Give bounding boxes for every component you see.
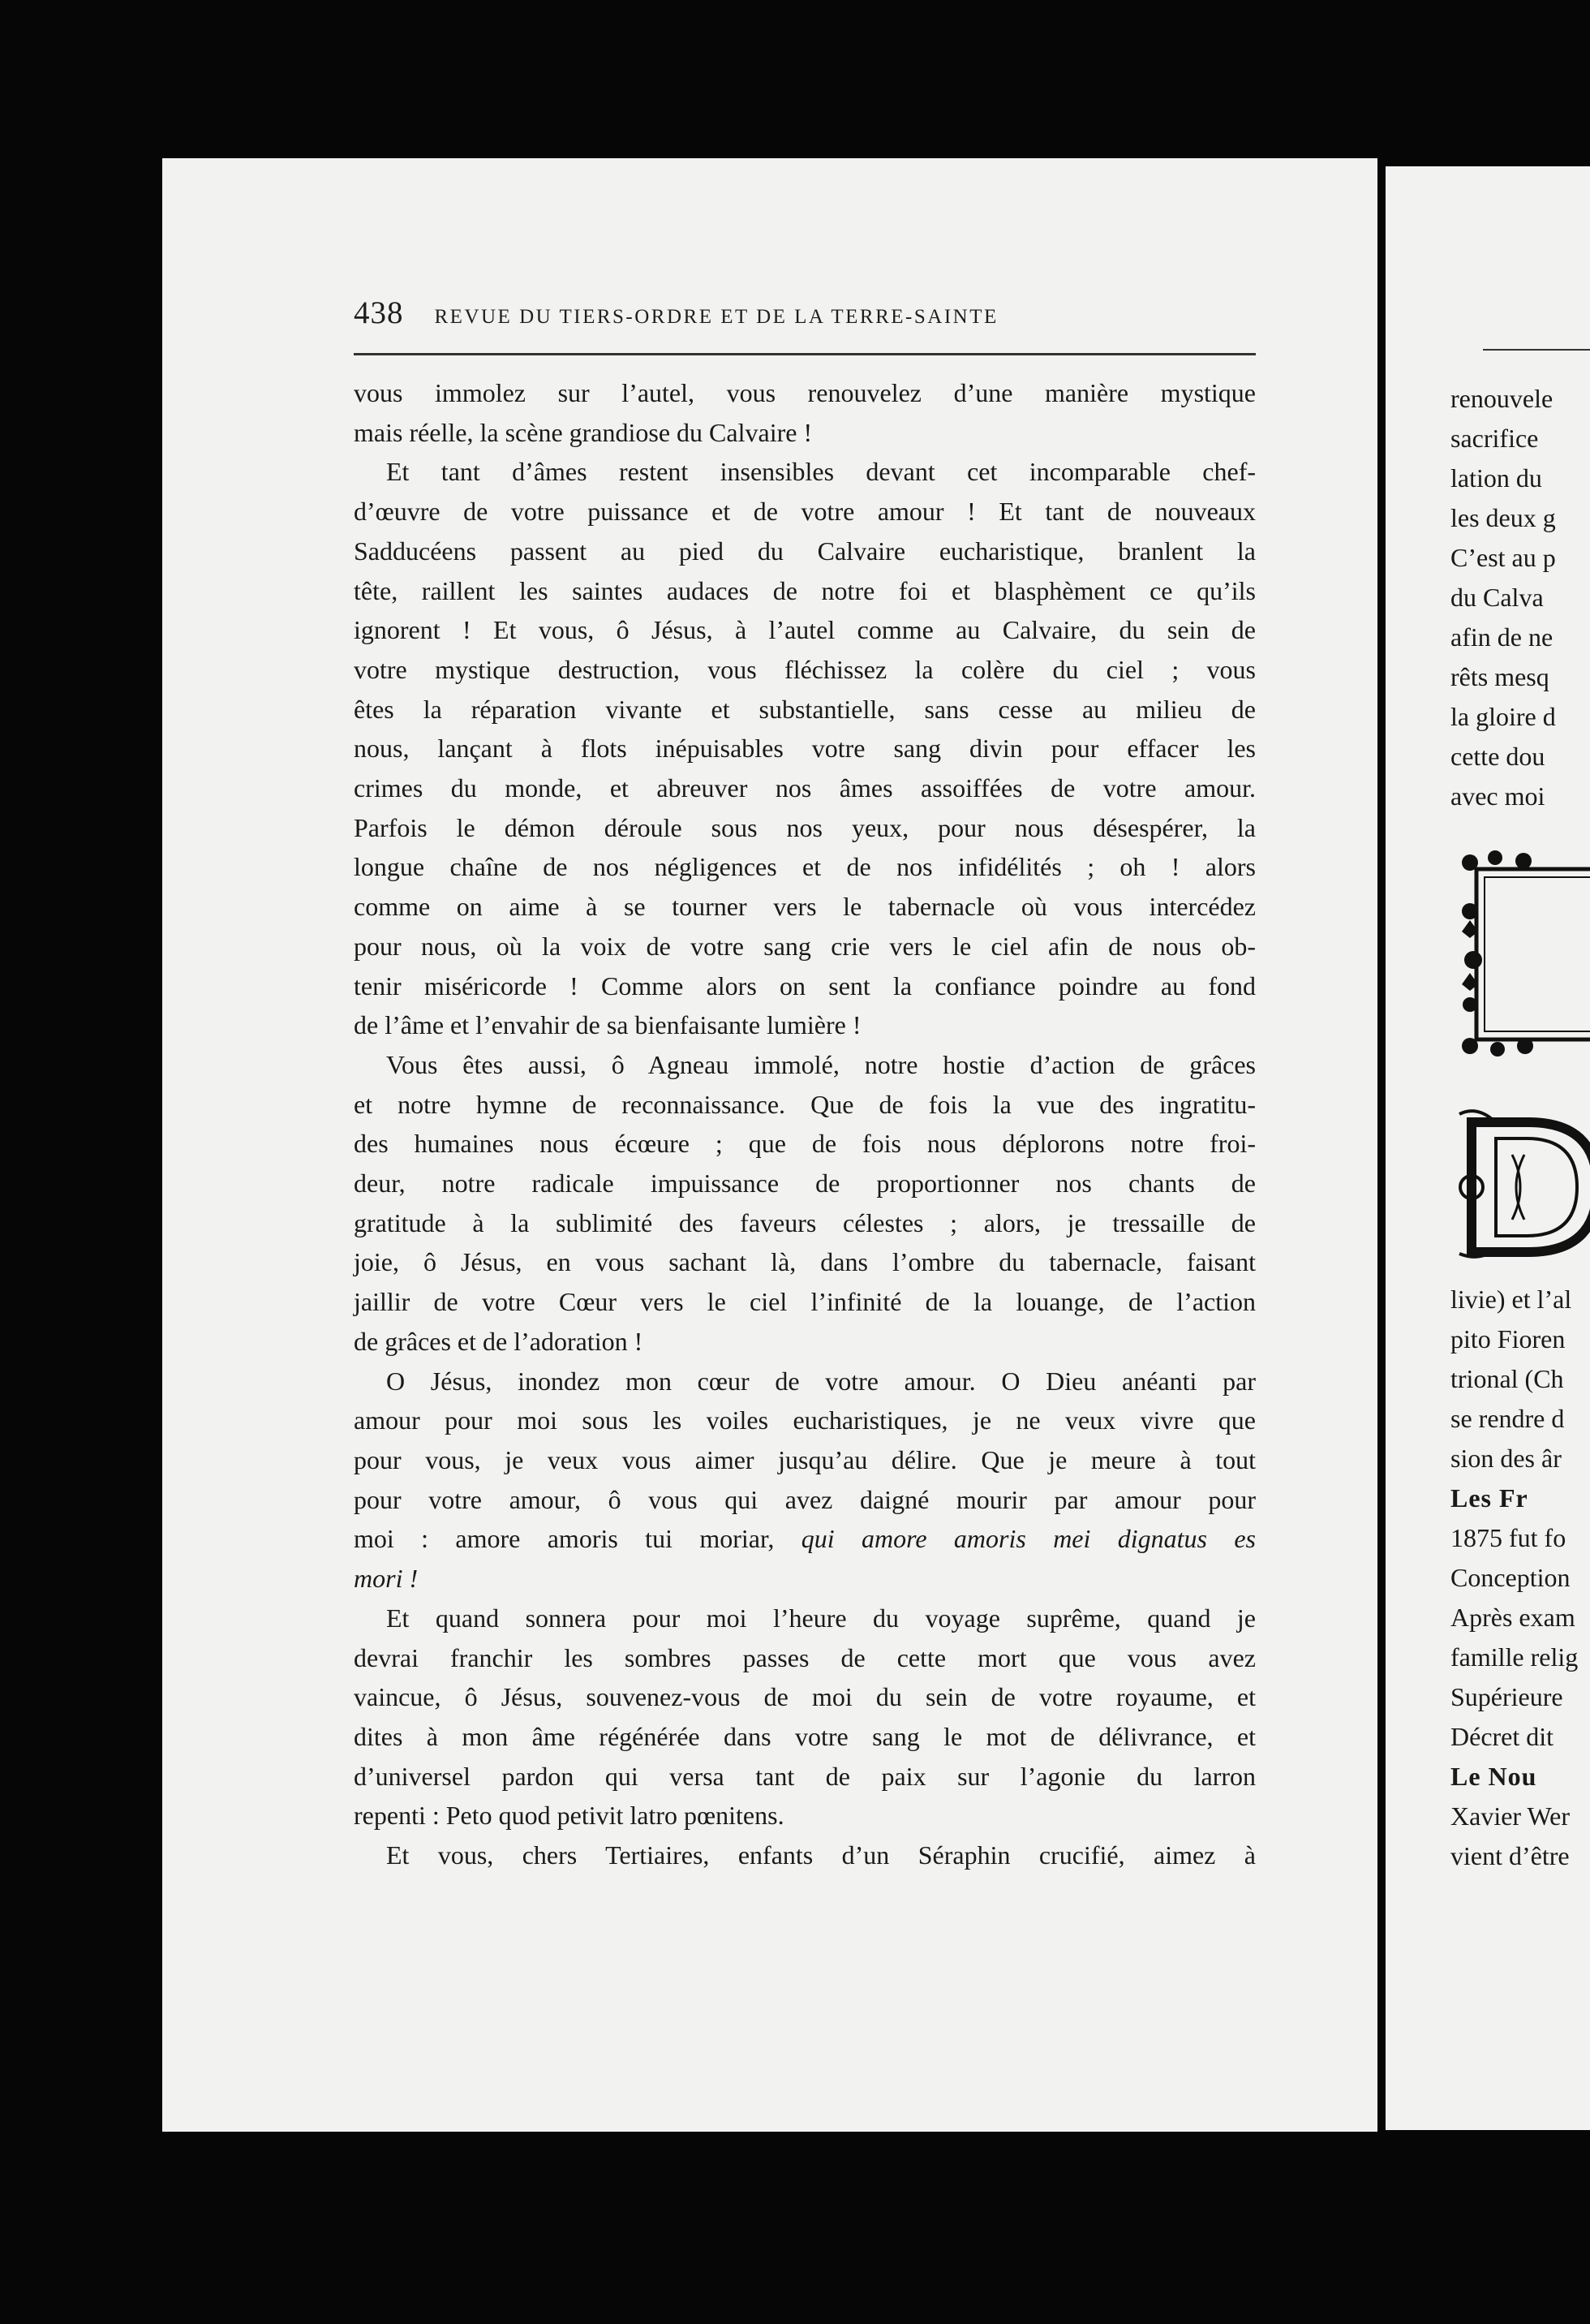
- text-line: jaillir de votre Cœur vers le ciel l’infinité de la louange, de l’action: [354, 1287, 1256, 1317]
- text-line: tenir miséricorde ! Comme alors on sent la confiance poindre au fond: [354, 970, 1256, 1001]
- right-text-line: renouvele: [1450, 384, 1553, 413]
- text-line: Et vous, chers Tertiaires, enfants d’un Séraphin crucifié, aimez à: [386, 1840, 1256, 1870]
- text-line: pour votre amour, ô vous qui avez daigné mourir par amour pour: [354, 1484, 1256, 1514]
- text-line: Parfois le démon déroule sous nos yeux, pour nous désespérer, la: [354, 812, 1256, 842]
- right-text-line: avec moi: [1450, 781, 1545, 811]
- text-line: de grâces et de l’adoration !: [354, 1326, 643, 1356]
- text-line: mori !: [354, 1564, 419, 1594]
- text-line: gratitude à la sublimité des faveurs célestes ; alors, je tressaille de: [354, 1207, 1256, 1237]
- right-header-rule: [1483, 349, 1590, 351]
- page-number: 438: [354, 295, 404, 330]
- right-text-line: du Calva: [1450, 583, 1544, 612]
- text-line: Et quand sonnera pour moi l’heure du voyage suprême, quand je: [386, 1603, 1256, 1633]
- text-line: devrai franchir les sombres passes de cette mort que vous avez: [354, 1642, 1256, 1672]
- right-text-line: sacrifice: [1450, 424, 1539, 453]
- text-line: nous, lançant à flots inépuisables votre sang divin pour effacer les: [354, 734, 1256, 764]
- text-line: moi : amore amoris tui moriar, qui amore amoris mei dignatus es: [354, 1524, 1257, 1554]
- text-line: amour pour moi sous les voiles eucharistiques, je ne veux vivre que: [354, 1405, 1256, 1435]
- text-line: et notre hymne de reconnaissance. Que de fois la vue des ingratitu-: [354, 1089, 1256, 1119]
- left-page: [162, 158, 1377, 2132]
- text-line: ignorent ! Et vous, ô Jésus, à l’autel comme au Calvaire, du sein de: [354, 615, 1256, 645]
- right-text-line: 1875 fut fo: [1450, 1523, 1566, 1552]
- running-title: REVUE DU TIERS-ORDRE ET DE LA TERRE-SAINTE: [434, 306, 999, 328]
- text-line: votre mystique destruction, vous fléchissez la colère du ciel ; vous: [354, 654, 1256, 684]
- running-header: [354, 295, 1287, 331]
- right-text-line: pito Fioren: [1450, 1324, 1566, 1354]
- right-text-line: sion des âr: [1450, 1444, 1562, 1473]
- header-rule: [354, 353, 1256, 355]
- right-text-line: Les Fr: [1450, 1483, 1528, 1513]
- right-page: [1386, 166, 1590, 2130]
- right-text-line: lation du: [1450, 463, 1542, 493]
- vine-ornament: [1459, 846, 1590, 1057]
- text-line: des humaines nous écœure ; que de fois nous déplorons notre froi-: [354, 1129, 1256, 1159]
- right-text-line: trional (Ch: [1450, 1364, 1564, 1393]
- text-line: comme on aime à se tourner vers le tabernacle où vous intercédez: [354, 892, 1256, 922]
- text-line: êtes la réparation vivante et substantielle, sans cesse au milieu de: [354, 694, 1256, 724]
- right-text-line: C’est au p: [1450, 543, 1556, 572]
- text-line: deur, notre radicale impuissance de proportionner nos chants de: [354, 1168, 1256, 1199]
- text-line: d’universel pardon qui versa tant de paix sur l’agonie du larron: [354, 1761, 1256, 1791]
- right-text-line: Xavier Wer: [1450, 1801, 1570, 1831]
- body-text: [354, 373, 1256, 1875]
- text-line: dites à mon âme régénérée dans votre sang le mot de délivrance, et: [354, 1721, 1256, 1751]
- right-text-line: les deux g: [1450, 503, 1556, 532]
- text-line: vous immolez sur l’autel, vous renouvelez d’une manière mystique: [354, 378, 1256, 407]
- right-text-line: Décret dit: [1450, 1722, 1554, 1751]
- text-line: pour vous, je veux vous aimer jusqu’au délire. Que je meure à tout: [354, 1444, 1256, 1474]
- text-line: Et tant d’âmes restent insensibles devant cet incomparable chef-: [386, 457, 1256, 487]
- right-text-bottom: [1450, 1280, 1578, 1876]
- text-line: d’œuvre de votre puissance et de votre amour ! Et tant de nouveaux: [354, 497, 1256, 527]
- right-text-top: [1450, 379, 1556, 816]
- right-text-line: se rendre d: [1450, 1404, 1565, 1433]
- right-text-line: vient d’être: [1450, 1841, 1570, 1870]
- right-text-line: famille relig: [1450, 1642, 1579, 1672]
- right-text-line: Supérieure: [1450, 1682, 1563, 1711]
- text-line: joie, ô Jésus, en vous sachant là, dans l’ombre du tabernacle, faisant: [354, 1247, 1256, 1277]
- text-line: vaincue, ô Jésus, souvenez-vous de moi du sein de votre royaume, et: [354, 1682, 1256, 1712]
- right-text-line: afin de ne: [1450, 622, 1553, 652]
- text-line: O Jésus, inondez mon cœur de votre amour. O Dieu anéanti par: [386, 1366, 1256, 1396]
- text-line: longue chaîne de nos négligences et de nos infidélités ; oh ! alors: [354, 852, 1256, 882]
- text-line: de l’âme et l’envahir de sa bienfaisante lumière !: [354, 1010, 862, 1040]
- dropcap-ornament: [1455, 1106, 1590, 1260]
- text-line: crimes du monde, et abreuver nos âmes assoiffées de votre amour.: [354, 773, 1256, 803]
- text-line: repenti : Peto quod petivit latro pœnitens.: [354, 1801, 784, 1831]
- text-line: Vous êtes aussi, ô Agneau immolé, notre hostie d’action de grâces: [386, 1049, 1256, 1079]
- text-line: tête, raillent les saintes audaces de notre foi et blasphèment ce qu’ils: [354, 575, 1256, 605]
- right-text-line: Le Nou: [1450, 1762, 1537, 1791]
- right-text-line: Après exam: [1450, 1603, 1575, 1632]
- right-text-line: rêts mesq: [1450, 662, 1549, 691]
- right-text-line: Conception: [1450, 1563, 1571, 1592]
- text-line: mais réelle, la scène grandiose du Calvaire !: [354, 417, 813, 447]
- text-line: Sadducéens passent au pied du Calvaire eucharistique, branlent la: [354, 536, 1256, 566]
- right-text-line: la gloire d: [1450, 702, 1556, 731]
- text-line: pour nous, où la voix de votre sang crie vers le ciel afin de nous ob-: [354, 931, 1256, 961]
- right-text-line: cette dou: [1450, 742, 1545, 771]
- right-text-line: livie) et l’al: [1450, 1285, 1572, 1314]
